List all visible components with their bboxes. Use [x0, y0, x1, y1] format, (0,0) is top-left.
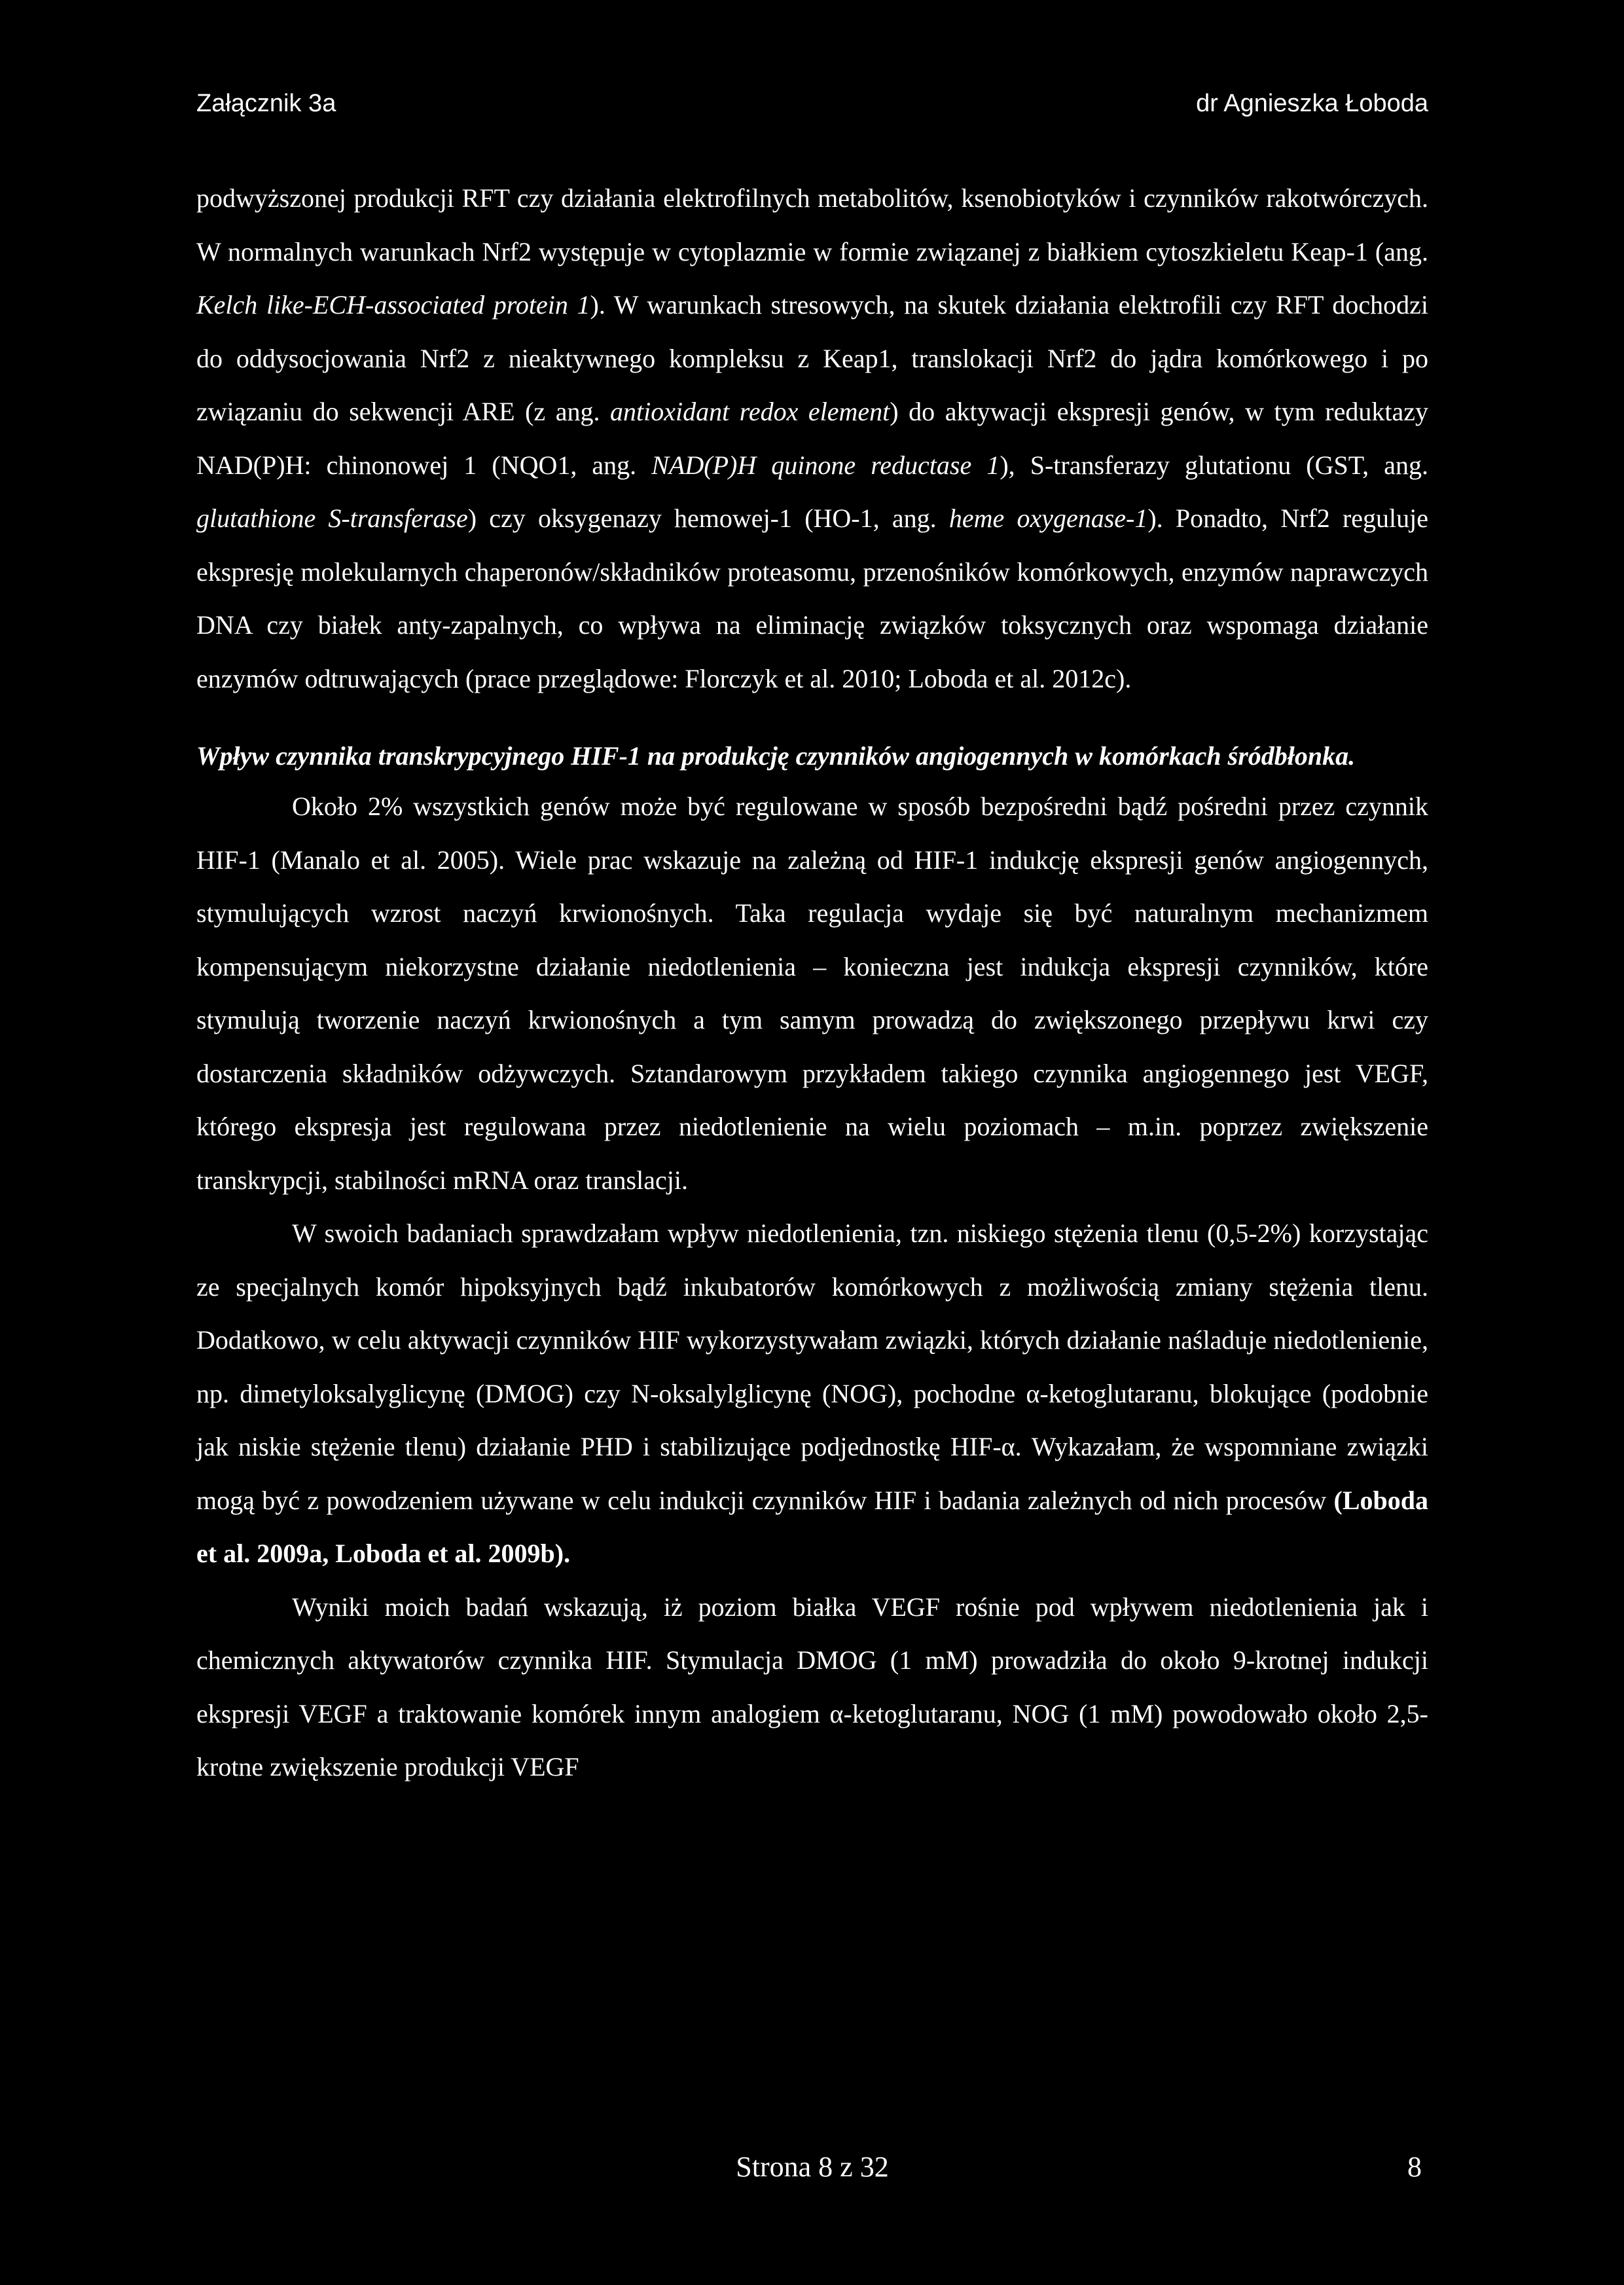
- term-gst: glutathione S-transferase: [196, 503, 468, 533]
- document-body: [196, 172, 1428, 1794]
- term-nqo1: NAD(P)H quinone reductase 1: [651, 450, 1000, 480]
- footer-page-number: 8: [1407, 2151, 1422, 2183]
- section-heading: Wpływ czynnika transkrypcyjnego HIF-1 na produkcję czynników angiogennych w komórkach śródbłonka.: [196, 741, 1356, 771]
- paragraph-methods: W swoich badaniach sprawdzałam wpływ niedotlenienia, tzn. niskiego stężenia tlenu (0,5-2%) korzystając ze specjalnych komór hipoksyjnych bądź inkubatorów komórkowych z możliwością zmiany stężenia tlenu. Dodatkowo, w celu aktywacji czynników HIF wykorzystywałam związki, których działanie naśladuje niedotlenienie, np. dimetyloksalyglicynę (DMOG) czy N-oksalylglicynę (NOG), pochodne α-ketoglutaranu, blokujące (podobnie jak niskie stężenie tlenu) działanie PHD i stabilizujące podjednostkę HIF-α. Wykazałam, że wspomniane związki mogą być z powodzeniem używane w celu indukcji czynników HIF i badania zależnych od nich procesów (Loboda et al. 2009a, Loboda et al. 2009b).: [196, 1218, 1428, 1568]
- page-header: [196, 77, 1428, 130]
- term-ho1: heme oxygenase-1: [948, 503, 1148, 533]
- paragraph-results: Wyniki moich badań wskazują, iż poziom białka VEGF rośnie pod wpływem niedotlenienia jak i chemicznych aktywatorów czynnika HIF. Stymulacja DMOG (1 mM) prowadziła do około 9-krotnej indukcji ekspresji VEGF a traktowanie komórek innym analogiem α-ketoglutaranu, NOG (1 mM) powodowało około 2,5-krotne zwiększenie produkcji VEGF: [196, 1592, 1428, 1782]
- paragraph-hif1: Około 2% wszystkich genów może być regulowane w sposób bezpośredni bądź pośredni przez czynnik HIF-1 (Manalo et al. 2005). Wiele prac wskazuje na zależną od HIF-1 indukcję ekspresji genów angiogennych, stymulujących wzrost naczyń krwionośnych. Taka regulacja wydaje się być naturalnym mechanizmem kompensującym niekorzystne działanie niedotlenienia – konieczna jest indukcja ekspresji czynników, które stymulują tworzenie naczyń krwionośnych a tym samym prowadzą do zwiększonego przepływu krwi czy dostarczenia składników odżywczych. Sztandarowym przykładem takiego czynnika angiogennego jest VEGF, którego ekspresja jest regulowana przez niedotlenienie na wielu poziomach – m.in. poprzez zwiększenie transkrypcji, stabilności mRNA oraz translacji.: [196, 792, 1428, 1195]
- header-author: dr Agnieszka Łoboda: [1196, 90, 1428, 117]
- paragraph-nrf2: podwyższonej produkcji RFT czy działania elektrofilnych metabolitów, ksenobiotyków i czynników rakotwórczych. W normalnych warunkach Nrf2 występuje w cytoplazmie w formie związanej z białkiem cytoszkieletu Keap-1 (ang. Kelch like-ECH-associated protein 1). W warunkach stresowych, na skutek działania elektrofili czy RFT dochodzi do oddysocjowania Nrf2 z nieaktywnego kompleksu z Keap1, translokacji Nrf2 do jądra komórkowego i po związaniu do sekwencji ARE (z ang. antioxidant redox element) do aktywacji ekspresji genów, w tym reduktazy NAD(P)H: chinonowej 1 (NQO1, ang. NAD(P)H quinone reductase 1), S-transferazy glutationu (GST, ang. glutathione S-transferase) czy oksygenazy hemowej-1 (HO-1, ang. heme oxygenase-1). Ponadto, Nrf2 reguluje ekspresję molekularnych chaperonów/składników proteasomu, przenośników komórkowych, enzymów naprawczych DNA czy białek anty-zapalnych, co wpływa na eliminację związków toksycznych oraz wspomaga działanie enzymów odtruwających (prace przeglądowe: Florczyk et al. 2010; Loboda et al. 2012c).: [196, 183, 1429, 693]
- page-footer: [196, 2151, 1428, 2285]
- term-are: antioxidant redox element: [610, 397, 890, 426]
- term-keap1: Kelch like-ECH-associated protein 1: [196, 290, 590, 320]
- header-attachment-label: Załącznik 3a: [196, 90, 336, 117]
- citation-bold: (Loboda et al. 2009a, Loboda et al. 2009b).: [196, 1485, 1428, 1568]
- footer-page-label: Strona 8 z 32: [736, 2151, 889, 2183]
